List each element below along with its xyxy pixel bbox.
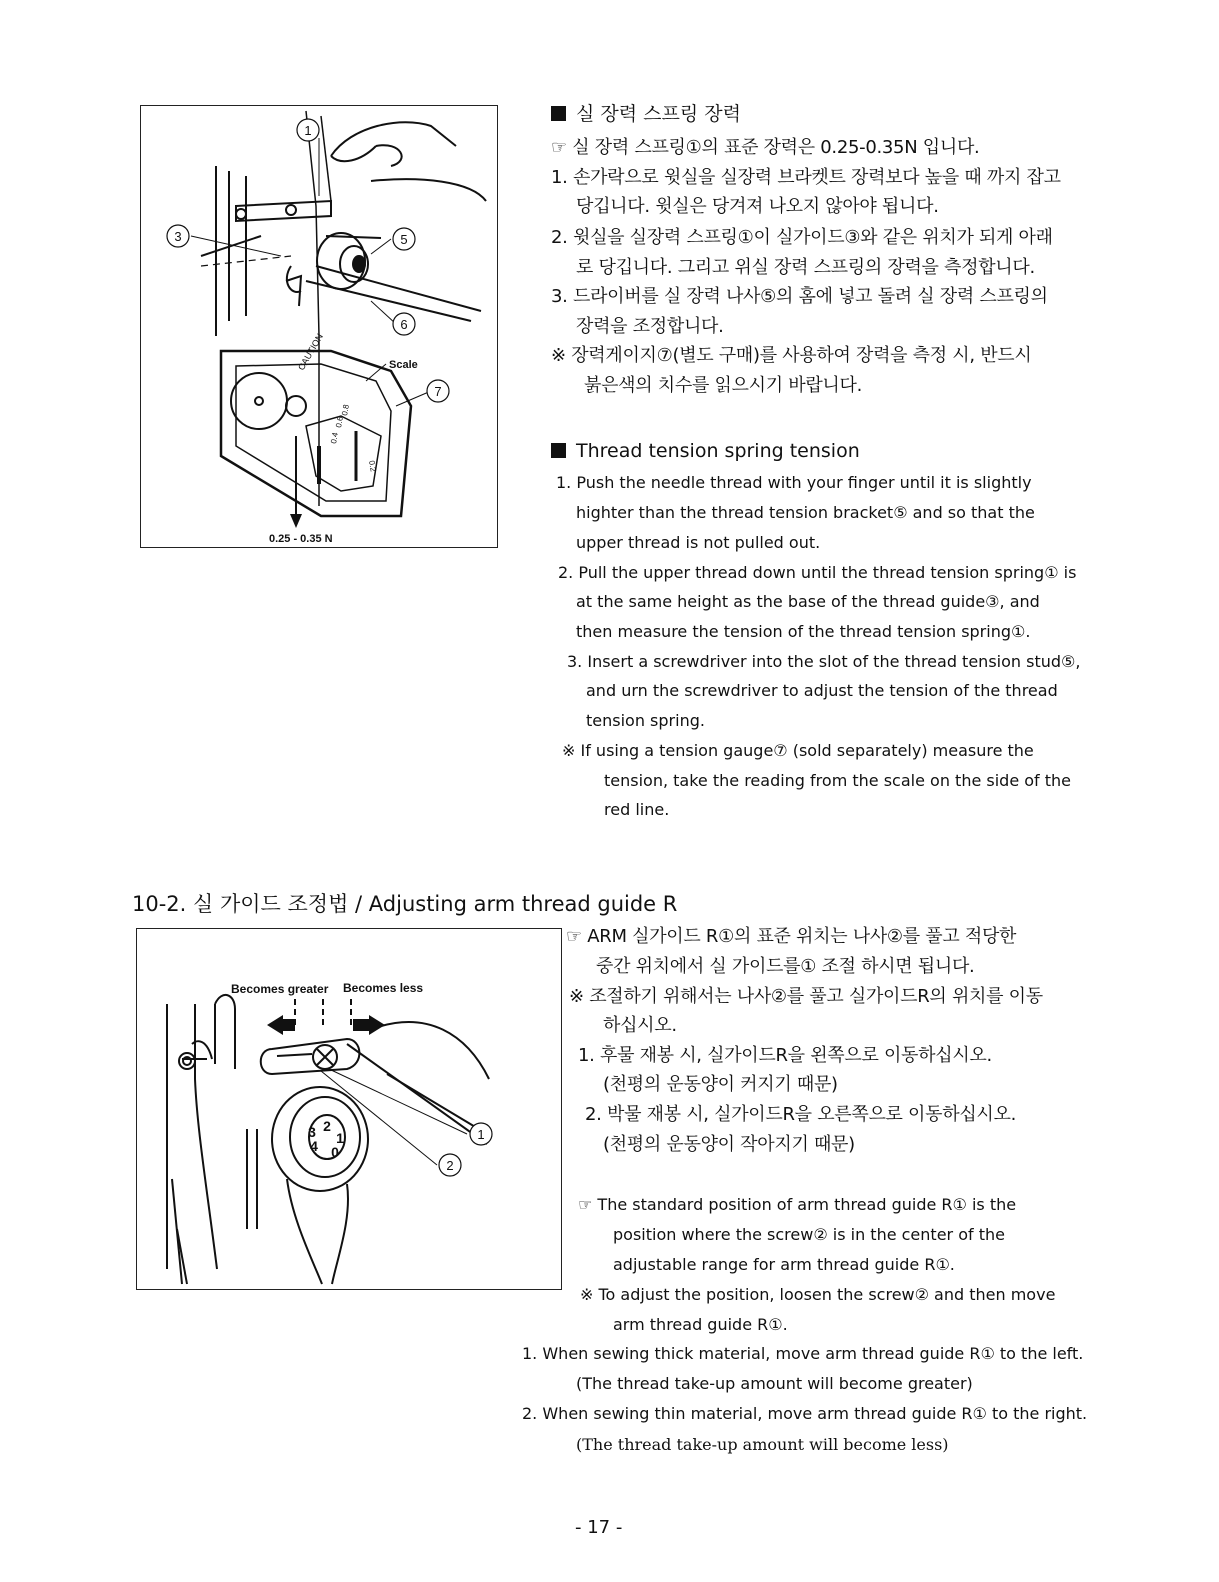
en-line-11: tension, take the reading from the scale on the side of the bbox=[604, 771, 1072, 790]
en-line-4: 2. Pull the upper thread down until the thread tension spring① is bbox=[558, 563, 1077, 582]
ko-line-6: 3. 드라이버를 실 장력 나사⑤의 홈에 넣고 돌려 실 장력 스프링의 bbox=[551, 286, 1048, 307]
ko-line-2: 1. 손가락으로 윗실을 실장력 브라켓트 장력보다 높을 때 까지 잡고 bbox=[551, 167, 1061, 188]
gauge-mark-08: 0.8 bbox=[340, 403, 351, 417]
ko-b-line-1: ☞ ARM 실가이드 R①의 표준 위치는 나사②를 풀고 적당한 bbox=[566, 926, 1017, 947]
ko-b-line-4: 하십시오. bbox=[603, 1015, 677, 1036]
dial-digit-4: 4 bbox=[310, 1138, 318, 1154]
callout-2-label: 2 bbox=[446, 1158, 454, 1173]
gauge-mark-02: 0.2 bbox=[367, 459, 378, 473]
en-line-7: 3. Insert a screwdriver into the slot of the thread tension stud⑤, bbox=[567, 652, 1081, 671]
square-bullet-icon bbox=[551, 443, 566, 458]
ko-b-line-2: 중간 위치에서 실 가이드를① 조절 하시면 됩니다. bbox=[596, 956, 975, 977]
thread-tension-figure bbox=[140, 105, 498, 548]
arm-thread-guide-drawing bbox=[137, 929, 561, 1289]
dial-digit-3: 3 bbox=[308, 1124, 316, 1140]
en-b-line-1: ☞ The standard position of arm thread guide R① is the bbox=[578, 1195, 1017, 1214]
ko-b-line-3: ※ 조절하기 위해서는 나사②를 풀고 실가이드R의 위치를 이동 bbox=[569, 986, 1043, 1007]
en-line-3: upper thread is not pulled out. bbox=[576, 533, 821, 552]
ko-line-8: ※ 장력게이지⑦(별도 구매)를 사용하여 장력을 측정 시, 반드시 bbox=[551, 345, 1032, 366]
ko-line-3: 당깁니다. 윗실은 당겨져 나오지 않아야 됩니다. bbox=[576, 196, 939, 217]
en-line-9: tension spring. bbox=[586, 711, 705, 730]
callout-6-label: 6 bbox=[400, 317, 408, 332]
en-heading: Thread tension spring tension bbox=[551, 441, 860, 461]
en-b-line-5: arm thread guide R①. bbox=[613, 1315, 788, 1334]
dial-digit-2: 2 bbox=[323, 1118, 331, 1134]
becomes-greater-label: Becomes greater bbox=[231, 982, 329, 996]
ko-heading: 실 장력 스프링 장력 bbox=[551, 104, 741, 124]
callout-1-label: 1 bbox=[304, 123, 312, 138]
ko-line-5: 로 당깁니다. 그리고 위실 장력 스프링의 장력을 측정합니다. bbox=[576, 257, 1035, 278]
en-line-5: at the same height as the base of the thread guide③, and bbox=[576, 592, 1040, 611]
en-line-10: ※ If using a tension gauge⑦ (sold separately) measure the bbox=[562, 741, 1034, 760]
square-bullet-icon bbox=[551, 106, 566, 121]
en-b-line-8: 2. When sewing thin material, move arm thread guide R① to the right. bbox=[522, 1404, 1088, 1423]
arm-thread-guide-figure bbox=[136, 928, 562, 1290]
en-b-line-2: position where the screw② is in the center of the bbox=[613, 1225, 1005, 1244]
ko-line-9: 붉은색의 치수를 읽으시기 바랍니다. bbox=[584, 375, 863, 396]
thread-tension-drawing bbox=[141, 106, 497, 547]
dial-digit-0: 0 bbox=[331, 1144, 339, 1160]
callout-1-label: 1 bbox=[477, 1127, 485, 1142]
callout-7-label: 7 bbox=[434, 384, 442, 399]
en-b-line-4: ※ To adjust the position, loosen the screw② and then move bbox=[580, 1285, 1056, 1304]
callout-5-label: 5 bbox=[400, 232, 408, 247]
en-line-6: then measure the tension of the thread tension spring①. bbox=[576, 622, 1031, 641]
en-b-line-3: adjustable range for arm thread guide R①. bbox=[613, 1255, 955, 1274]
ko-line-7: 장력을 조정합니다. bbox=[576, 316, 724, 337]
gauge-mark-04: 0.4 bbox=[329, 431, 340, 445]
becomes-less-label: Becomes less bbox=[343, 981, 424, 995]
en-b-line-9: (The thread take-up amount will become less) bbox=[576, 1435, 949, 1454]
force-label: 0.25 - 0.35 N bbox=[269, 533, 333, 545]
section-title: 10-2. 실 가이드 조정법 / Adjusting arm thread guide R bbox=[132, 892, 678, 916]
ko-line-1: ☞ 실 장력 스프링①의 표준 장력은 0.25-0.35N 입니다. bbox=[551, 137, 980, 158]
dial-digit-1: 1 bbox=[336, 1130, 344, 1146]
en-b-line-7: (The thread take-up amount will become greater) bbox=[576, 1374, 973, 1393]
ko-b-line-6: (천평의 운동양이 커지기 때문) bbox=[603, 1074, 838, 1095]
en-b-line-6: 1. When sewing thick material, move arm thread guide R① to the left. bbox=[522, 1344, 1084, 1363]
ko-b-line-8: (천평의 운동양이 작아지기 때문) bbox=[603, 1134, 855, 1155]
scale-label: Scale bbox=[389, 359, 418, 371]
ko-b-line-5: 1. 후물 재봉 시, 실가이드R을 왼쪽으로 이동하십시오. bbox=[578, 1045, 992, 1066]
callout-3-label: 3 bbox=[174, 229, 182, 244]
en-line-8: and urn the screwdriver to adjust the tension of the thread bbox=[586, 681, 1058, 700]
gauge-mark-06: 0.6 bbox=[334, 415, 345, 429]
svg-text:CAUTION: CAUTION bbox=[296, 331, 325, 372]
en-line-12: red line. bbox=[604, 800, 670, 819]
ko-line-4: 2. 윗실을 실장력 스프링①이 실가이드③와 같은 위치가 되게 아래 bbox=[551, 227, 1053, 248]
en-line-2: highter than the thread tension bracket⑤ and so that the bbox=[576, 503, 1035, 522]
page-number: - 17 - bbox=[575, 1517, 623, 1538]
en-line-1: 1. Push the needle thread with your finger until it is slightly bbox=[556, 473, 1032, 492]
ko-b-line-7: 2. 박물 재봉 시, 실가이드R을 오른쪽으로 이동하십시오. bbox=[585, 1104, 1017, 1125]
